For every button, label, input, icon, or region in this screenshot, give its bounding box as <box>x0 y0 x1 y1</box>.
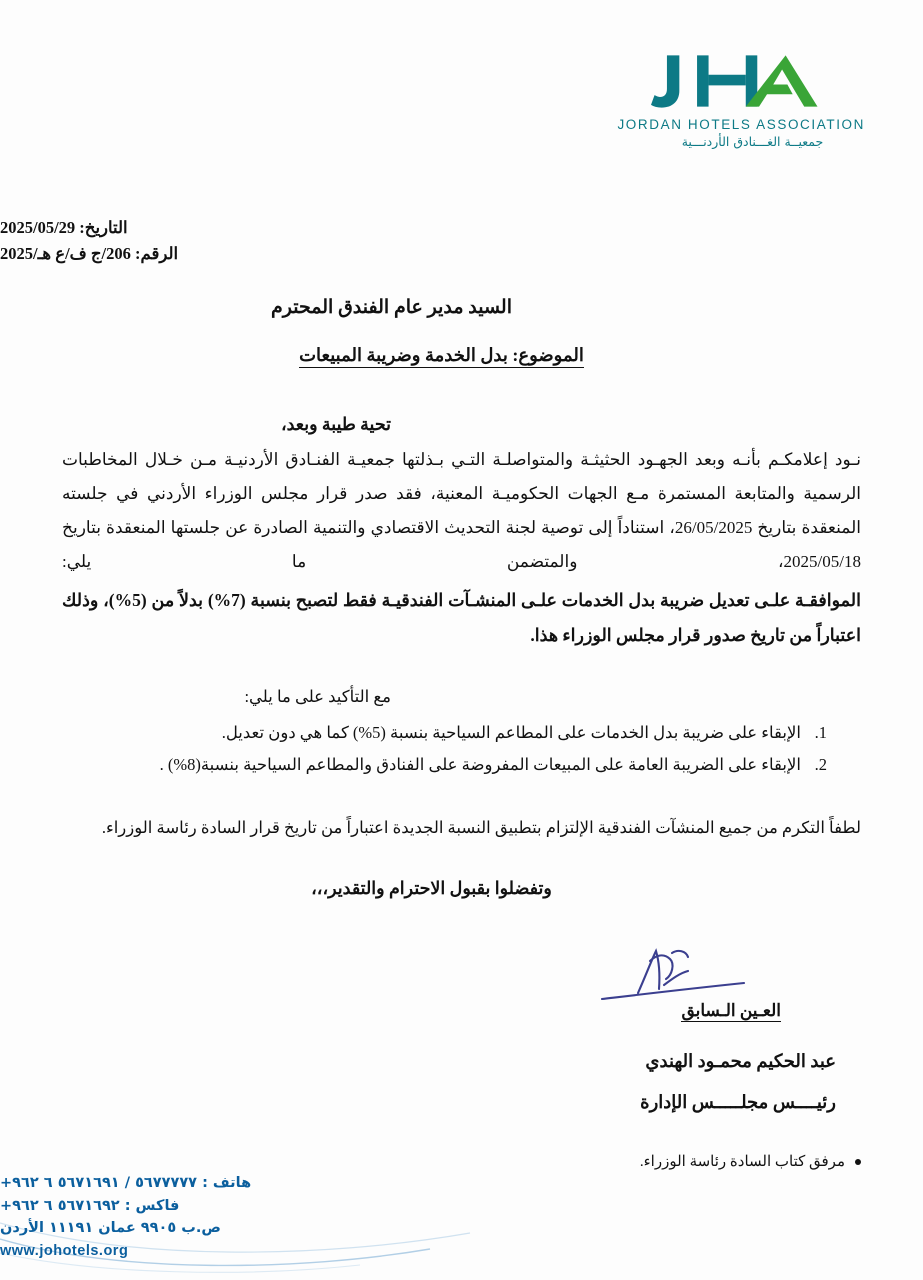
signatory-name: عبد الحكيم محمـود الهندي <box>645 1051 836 1071</box>
paragraph-1: نـود إعلامكـم بأنـه وبعد الجهـود الحثيثـة والمتواصلـة التـي بـذلتها جمعيـة الفنـادق الأردنيـة مـن خـلال المخاطبات الرسمية والمتابعة المستمرة مـع الجهات الحكوميـة المعنية، فقد صدر قرار مجلس الوزراء الأردني في جلسته المنعقدة بتاريخ 26/05/2025، استناداً إلى توصية لجنة التحديث الاقتصادي والتنمية الصادرة عن جلستها المنعقدة بتاريخ 2025/05/18، والمتضمن ما يلي: <box>62 450 861 571</box>
footer-fax: فاكس : ٥٦٧١٦٩٢ ٦ ٩٦٢+ <box>0 1197 180 1214</box>
confirmation-lead: مع التأكيد على ما يلي: <box>244 687 391 706</box>
addressee-line: السيد مدير عام الفندق المحترم <box>271 297 512 318</box>
closing-paragraph: لطفاً التكرم من جميع المنشآت الفندقية الإلتزام بتطبيق النسبة الجديدة اعتباراً من تاريخ قرار السادة رئاسة الوزراء. <box>101 818 861 838</box>
footer-address: ص.ب ٩٩٠٥ عمان ١١١٩١ الأردن <box>0 1220 221 1237</box>
logo-english-name: JORDAN HOTELS ASSOCIATION <box>617 117 865 132</box>
footer-contact <box>0 1172 873 1262</box>
jha-logo-icon <box>651 50 855 112</box>
attachment-text: مرفق كتاب السادة رئاسة الوزراء. <box>639 1154 845 1170</box>
document-body <box>62 296 861 899</box>
date-line: التاريخ: 2025/05/29 <box>0 218 128 237</box>
attachment-note <box>0 1152 861 1171</box>
subject-line <box>62 345 861 366</box>
regards-line: وتفضلوا بقبول الاحترام والتقدير،،، <box>311 878 552 899</box>
document-meta <box>0 215 861 266</box>
handwritten-signature-icon <box>576 945 806 1007</box>
list-item: الإبقاء على ضريبة بدل الخدمات على المطاعم السياحية بنسبة (5%) كما هي دون تعديل. <box>221 723 801 742</box>
signature-block <box>441 945 861 1113</box>
confirmation-points <box>62 717 861 781</box>
bullet-icon <box>855 1159 861 1165</box>
logo-arabic-name: جمعيــة الغـــنادق الأردنـــية <box>681 134 824 149</box>
paragraph-2-decision: الموافقـة علـى تعديل ضريبة بدل الخدمات علـى المنشـآت الفندقيـة فقط لتصبح بنسبة (7%) بدلاً من (5%)، وذلك اعتباراً من تاريخ صدور قرار مجلس الوزراء هذا. <box>62 590 861 645</box>
signature-caption: العـين الـسابق <box>681 1001 781 1020</box>
signatory-title: رئيــــس مجلـــــس الإدارة <box>640 1092 836 1112</box>
reference-line: الرقم: 206/ج ف/ع هـ/2025 <box>0 243 179 263</box>
subject-text: الموضوع: بدل الخدمة وضريبة المبيعات <box>299 345 584 368</box>
footer-phone: هاتف : ٥٦٧٧٧٧٧ / ٥٦٧١٦٩١ ٦ ٩٦٢+ <box>0 1175 252 1192</box>
list-item: الإبقاء على الضريبة العامة على المبيعات المفروضة على الفنادق والمطاعم السياحية بنسبة(8%) . <box>159 755 801 775</box>
footer-website[interactable]: www.johotels.org <box>0 1242 129 1259</box>
letterhead-logo <box>617 50 865 149</box>
greeting-line: تحية طيبة وبعد، <box>280 414 391 434</box>
